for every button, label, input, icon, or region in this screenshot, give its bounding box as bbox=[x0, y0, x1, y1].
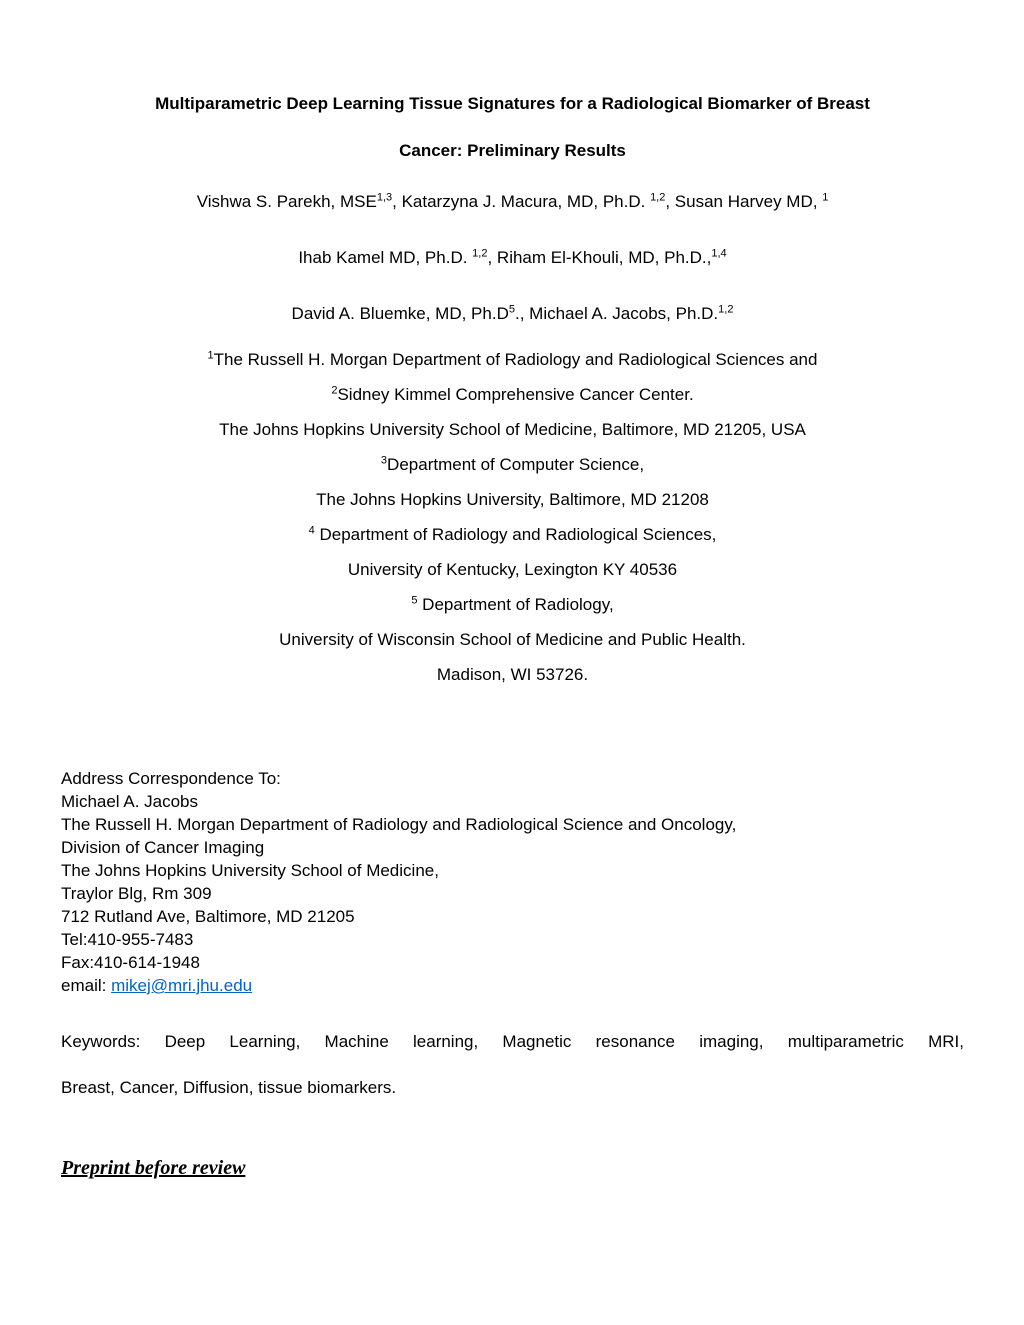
keywords-block bbox=[61, 1019, 964, 1111]
affiliation-line: Madison, WI 53726. bbox=[436, 665, 589, 684]
affiliation-line: The Johns Hopkins University School of Medicine, Baltimore, MD 21205, USA bbox=[219, 420, 806, 439]
correspondence-line: Division of Cancer Imaging bbox=[61, 838, 265, 857]
paper-title-line-1: Multiparametric Deep Learning Tissue Signatures for a Radiological Biomarker of Breast bbox=[155, 94, 870, 113]
authors-block bbox=[61, 174, 964, 342]
affiliation-line: $^2$Sidney Kimmel Comprehensive Cancer Center. bbox=[331, 384, 694, 404]
correspondence-line: Traylor Blg, Rm 309 bbox=[61, 884, 212, 903]
correspondence-line: 712 Rutland Ave, Baltimore, MD 21205 bbox=[61, 907, 355, 926]
keywords-line: Breast, Cancer, Diffusion, tissue biomarkers. bbox=[61, 1078, 397, 1097]
correspondence-line: Address Correspondence To: bbox=[61, 769, 281, 788]
author-line: Ihab Kamel MD, Ph.D. $^{1,2}$, Riham El-Khouli, MD, Ph.D.,$^{1,4}$ bbox=[298, 247, 727, 267]
affiliation-line: University of Kentucky, Lexington KY 40536 bbox=[347, 560, 678, 579]
email-label: email: bbox=[61, 976, 112, 995]
correspondence-email-line bbox=[61, 974, 964, 997]
author-line: Vishwa S. Parekh, MSE$^{1,3}$, Katarzyna J. Macura, MD, Ph.D. $^{1,2}$, Susan Harvey MD, $^1$ bbox=[196, 191, 829, 211]
author-line: David A. Bluemke, MD, $Ph.D^5$., Michael A. Jacobs, Ph.D.$^{1,2}$ bbox=[291, 303, 734, 323]
paper-title-line-2: Cancer: Preliminary Results bbox=[399, 141, 626, 160]
affiliation-line: $^4$ Department of Radiology and Radiological Sciences, bbox=[308, 524, 717, 544]
affiliation-line: University of Wisconsin School of Medicine and Public Health. bbox=[279, 630, 746, 649]
affiliation-line: $^5$ Department of Radiology, bbox=[411, 594, 614, 614]
email-link[interactable]: mikej@mri.jhu.edu bbox=[111, 976, 253, 995]
correspondence-block bbox=[61, 767, 964, 997]
correspondence-line: Michael A. Jacobs bbox=[61, 792, 199, 811]
preprint-note: Preprint before review bbox=[61, 1157, 246, 1179]
affiliation-line: $^1$The Russell H. Morgan Department of Radiology and Radiological Sciences and bbox=[207, 349, 818, 369]
correspondence-line: The Johns Hopkins University School of Medicine, bbox=[61, 861, 439, 880]
affiliation-line: The Johns Hopkins University, Baltimore, MD 21208 bbox=[316, 490, 709, 509]
affiliations-block bbox=[61, 342, 964, 692]
correspondence-line: Tel:410-955-7483 bbox=[61, 930, 194, 949]
correspondence-line: Fax:410-614-1948 bbox=[61, 953, 200, 972]
correspondence-line: The Russell H. Morgan Department of Radiology and Radiological Science and Oncology, bbox=[61, 815, 737, 834]
affiliation-line: $^3$Department of Computer Science, bbox=[380, 454, 645, 474]
paper-title bbox=[61, 80, 964, 174]
keywords-line: Keywords: Deep Learning, Machine learning, Magnetic resonance imaging, multiparametric MRI, bbox=[61, 1032, 964, 1051]
